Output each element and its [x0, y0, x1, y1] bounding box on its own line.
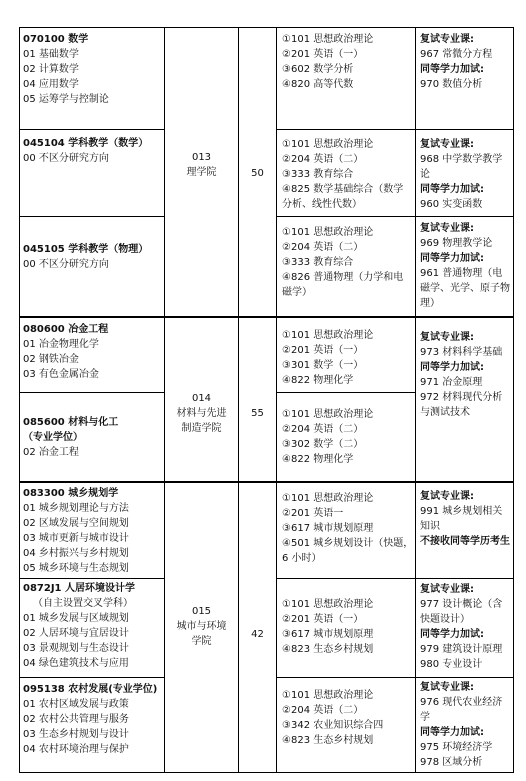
exam-subject: ②201 英语（一） — [282, 345, 364, 356]
row-divider-thin — [276, 392, 415, 393]
exam-subject: ②201 英语（一） — [282, 49, 364, 60]
research-direction: 01 城乡发展与区域规划 — [23, 613, 129, 624]
table-border-bottom — [19, 772, 514, 773]
equivalent-exam-label: 同等学力加试: — [420, 629, 484, 640]
research-direction: 03 有色金属冶金 — [23, 369, 99, 380]
exam-subject: ④820 高等代数 — [282, 79, 354, 90]
equivalent-exam-label: 同等学力加试: — [420, 362, 484, 373]
major-cell — [23, 486, 163, 576]
exam-subject: ③333 教育综合 — [282, 257, 354, 268]
research-direction: 03 城市更新与城市设计 — [23, 533, 129, 544]
college-name: 制造学院 — [181, 423, 222, 434]
research-direction: 05 城乡环境与生态规划 — [23, 563, 129, 574]
research-direction: 01 城乡规划理论与方法 — [23, 503, 129, 514]
exam-subject: ③617 城市规划原理 — [282, 629, 374, 640]
equivalent-exam-course: 971 冶金原理 — [420, 377, 483, 388]
retest-label: 复试专业课: — [420, 584, 474, 595]
research-direction: 04 应用数学 — [23, 79, 79, 90]
research-direction: 01 基础数学 — [23, 49, 79, 60]
equivalent-exam-label: 同等学力加试: — [420, 184, 484, 195]
major-title: 080600 冶金工程 — [23, 324, 109, 335]
exam-subject: ①101 思想政治理论 — [282, 493, 374, 504]
equivalent-exam-course: 960 实变函数 — [420, 199, 483, 210]
exam-subjects-cell — [282, 328, 412, 388]
exam-subject: ④822 物理化学 — [282, 454, 354, 465]
research-direction: 02 冶金工程 — [23, 447, 79, 458]
enrollment-quota — [239, 627, 276, 642]
notes-cell — [420, 221, 512, 311]
equivalent-exam-course: 980 专业设计 — [420, 659, 483, 670]
exam-subject: ③302 数学（二） — [282, 439, 364, 450]
row-divider-thin — [19, 392, 164, 393]
equivalent-exam-course: 961 普通物理（电磁学、光学、原子物理） — [420, 268, 510, 309]
row-divider-thin — [276, 578, 514, 579]
exam-subject: ③602 数学分析 — [282, 64, 354, 75]
research-direction: 02 区域发展与空间规划 — [23, 518, 129, 529]
exam-subjects-cell — [282, 688, 412, 748]
equivalent-exam-course: 972 材料现代分析与测试技术 — [420, 392, 503, 418]
major-title: 045105 学科教学（物理） — [23, 244, 149, 255]
exam-subject: ②204 英语（二） — [282, 154, 364, 165]
research-direction: 02 钢铁冶金 — [23, 354, 79, 365]
exam-subject: ①101 思想政治理论 — [282, 599, 374, 610]
retest-course: 967 常微分方程 — [420, 49, 493, 60]
exam-subjects-cell — [282, 225, 414, 300]
research-direction: 04 农村环境治理与保护 — [23, 744, 129, 755]
research-direction: 01 农村区域发展与政策 — [23, 699, 129, 710]
college-cell — [165, 391, 238, 436]
exam-subject: ①101 思想政治理论 — [282, 139, 374, 150]
notes-cell — [420, 680, 512, 770]
college-name: 城市与环境 — [176, 621, 227, 632]
major-title: 083300 城乡规划学 — [23, 488, 119, 499]
row-divider-thin — [19, 216, 164, 217]
major-title: 0872J1 人居环境设计学 — [23, 583, 135, 594]
equivalent-note: 不接收同等学历考生 — [420, 536, 510, 547]
retest-course: 977 设计概论（含快题设计） — [420, 599, 503, 625]
exam-subject: ③333 教育综合 — [282, 169, 354, 180]
exam-subject: ④826 普通物理（力学和电 — [282, 272, 404, 283]
major-title: 095138 农村发展(专业学位) — [23, 684, 158, 695]
equivalent-exam-course: 975 环境经济学 — [420, 742, 493, 753]
exam-subject: ①101 思想政治理论 — [282, 34, 374, 45]
equivalent-exam-course: 979 建筑设计原理 — [420, 644, 503, 655]
retest-course: 969 物理教学论 — [420, 238, 493, 249]
college-name: 学院 — [191, 636, 212, 647]
equivalent-exam-course: 978 区域分析 — [420, 757, 483, 768]
research-direction: 05 运筹学与控制论 — [23, 94, 109, 105]
college-cell — [165, 604, 238, 649]
exam-subject: 分析、线性代数） — [282, 199, 362, 210]
retest-label: 复试专业课: — [420, 223, 474, 234]
row-divider-thin — [276, 129, 514, 130]
retest-label: 复试专业课: — [420, 34, 474, 45]
exam-subject: ②204 英语（二） — [282, 424, 364, 435]
notes-cell — [420, 582, 512, 672]
exam-subjects-cell — [282, 32, 412, 92]
college-code: 015 — [191, 606, 212, 617]
exam-subject: ④823 生态乡村规划 — [282, 735, 374, 746]
college-name: 材料与先进 — [176, 408, 227, 419]
major-cell — [23, 415, 163, 460]
exam-subject: ①101 思想政治理论 — [282, 227, 374, 238]
retest-course: 973 材料科学基础 — [420, 347, 503, 358]
research-direction: 02 人居环境与宜居设计 — [23, 628, 129, 639]
retest-label: 复试专业课: — [420, 682, 474, 693]
college-name: 理学院 — [186, 167, 217, 178]
exam-subject: ②204 英语（二） — [282, 705, 364, 716]
table-border-top — [19, 27, 514, 28]
exam-subject: ③617 城市规划原理 — [282, 523, 374, 534]
research-direction: 00 不区分研究方向 — [23, 259, 109, 270]
equivalent-exam-course: 970 数值分析 — [420, 79, 483, 90]
research-direction: 04 乡村振兴与乡村规划 — [23, 548, 129, 559]
column-divider — [415, 27, 416, 773]
exam-subject: ④823 生态乡村规划 — [282, 644, 374, 655]
research-direction: 03 景观规划与生态设计 — [23, 643, 129, 654]
research-direction: 03 生态乡村规划与设计 — [23, 729, 129, 740]
enrollment-quota — [239, 406, 276, 421]
exam-subject: 磁学） — [282, 287, 312, 298]
exam-subject: ①101 思想政治理论 — [282, 409, 374, 420]
table-border-left — [19, 27, 20, 773]
research-direction: 00 不区分研究方向 — [23, 153, 109, 164]
equivalent-exam-label: 同等学力加试: — [420, 253, 484, 264]
exam-subject: ③301 数学（一） — [282, 360, 364, 371]
exam-subject: 6 小时） — [282, 553, 322, 564]
exam-subject: ②201 英语一 — [282, 508, 344, 519]
row-divider-thin — [19, 578, 164, 579]
notes-cell — [420, 32, 512, 92]
major-cell — [23, 322, 163, 382]
exam-subject: ③342 农业知识综合四 — [282, 720, 384, 731]
retest-label: 复试专业课: — [420, 332, 474, 343]
row-divider-bold — [19, 316, 514, 318]
major-cell — [23, 682, 163, 757]
exam-subjects-cell — [282, 407, 412, 467]
college-code: 014 — [191, 393, 212, 404]
exam-subject: ①101 思想政治理论 — [282, 690, 374, 701]
research-direction: 02 农村公共管理与服务 — [23, 714, 129, 725]
retest-label: 复试专业课: — [420, 491, 474, 502]
row-divider-thin — [276, 677, 514, 678]
major-cell — [23, 32, 163, 107]
college-cell — [165, 150, 238, 180]
quota-value: 50 — [251, 168, 264, 179]
exam-subject: ②201 英语（一） — [282, 614, 364, 625]
row-divider-thin — [19, 129, 164, 130]
major-title-suffix: （自主设置交叉学科） — [33, 598, 133, 609]
research-direction: 04 绿色建筑技术与应用 — [23, 658, 129, 669]
retest-label: 复试专业课: — [420, 139, 474, 150]
major-title: 045104 学科教学（数学） — [23, 138, 149, 149]
exam-subject: ④822 物理化学 — [282, 375, 354, 386]
notes-cell — [420, 330, 512, 420]
major-cell — [23, 242, 163, 272]
exam-subjects-cell — [282, 597, 412, 657]
exam-subject: ①101 思想政治理论 — [282, 330, 374, 341]
college-code: 013 — [191, 152, 212, 163]
table-border-right — [513, 27, 514, 773]
column-divider — [238, 27, 239, 773]
equivalent-exam-label: 同等学力加试: — [420, 727, 484, 738]
enrollment-quota — [239, 166, 276, 181]
quota-value: 55 — [251, 408, 264, 419]
notes-cell — [420, 137, 512, 212]
major-title-suffix: （专业学位） — [23, 432, 83, 443]
notes-cell — [420, 489, 512, 549]
exam-subjects-cell — [282, 491, 414, 566]
major-cell — [23, 581, 163, 671]
exam-subjects-cell — [282, 137, 414, 212]
research-direction: 01 冶金物理化学 — [23, 339, 99, 350]
equivalent-exam-label: 同等学力加试: — [420, 64, 484, 75]
row-divider-thin — [19, 677, 164, 678]
quota-value: 42 — [251, 629, 264, 640]
row-divider-thin — [276, 216, 514, 217]
row-divider-bold — [19, 481, 514, 483]
retest-course: 968 中学数学教学论 — [420, 154, 503, 180]
exam-subject: ④825 数学基础综合（数学 — [282, 184, 404, 195]
research-direction: 02 计算数学 — [23, 64, 79, 75]
retest-course: 976 现代农业经济学 — [420, 697, 503, 723]
major-title: 085600 材料与化工 — [23, 417, 119, 428]
major-cell — [23, 136, 163, 166]
major-title: 070100 数学 — [23, 34, 89, 45]
retest-course: 991 城乡规划相关知识 — [420, 506, 503, 532]
exam-subject: ④501 城乡规划设计（快题， — [282, 538, 414, 549]
exam-subject: ②204 英语（二） — [282, 242, 364, 253]
column-divider — [276, 27, 277, 773]
